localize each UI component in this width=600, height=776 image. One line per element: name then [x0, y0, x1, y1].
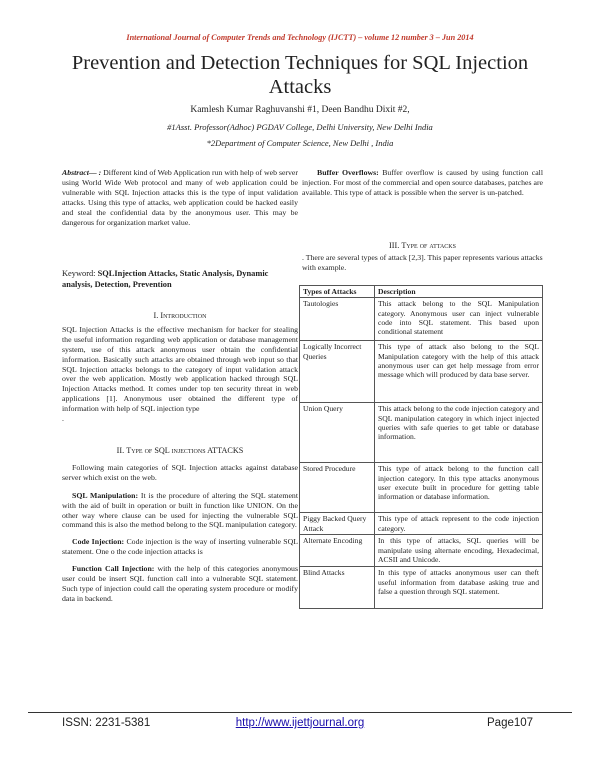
attack-type: Logically Incorrect Queries — [300, 341, 375, 403]
attack-type: Blind Attacks — [300, 567, 375, 609]
keywords — [62, 269, 298, 290]
table-row — [300, 341, 543, 403]
attack-description: This type of attack belong to the function call injection category. In this type attacks anonymous user execute built in procedure for getting table information or database information. — [375, 463, 543, 513]
footer-issn: ISSN: 2231-5381 — [62, 717, 151, 729]
attack-description: This attack belong to the code injection category and SQL manipulation category in which inject injected queries with safe queries to get table or database information. — [375, 403, 543, 463]
header-description: Description — [375, 286, 543, 298]
header-types-of-attacks: Types of Attacks — [300, 286, 375, 298]
footer-page-number: Page107 — [487, 717, 534, 729]
attack-description: In this type of attacks anonymous user can theft useful information from database asking true and false a question through SQL statement. — [375, 567, 543, 609]
attack-type: Stored Procedure — [300, 463, 375, 513]
attack-description: In this type of attacks, SQL queries will be manipulate using alternate encoding, Hexadecimal, ACSII and Unicode. — [375, 535, 543, 567]
sql-manipulation-paragraph: SQL Manipulation: It is the procedure of altering the SQL statement with the aid of built in operation or built in function like UNION. On the other way where clause can be used for injecting the vulnerable SQL command this is also the method belong to the SQL manipulation category. — [62, 490, 298, 530]
paper-title: Prevention and Detection Techniques for SQL Injection Attacks — [71, 52, 529, 98]
keywords-label: Keyword: — [62, 269, 96, 278]
attack-description: This attack belong to the SQL Manipulation category. Anonymous user can inject vulnerable code into SQL statement. This based upon conditional statement — [375, 298, 543, 341]
abstract-text: Different kind of Web Application run with help of web server using World Wide Web protocol and many of web application could be vulnerable with SQL Injection attacks this is the type of input validation attacks. Using this type of attacks, web application could be hacked easily and steal the confidential data by the anonymous user. This may be dangerous for organization market value. — [62, 168, 298, 227]
journal-link[interactable]: http://www.ijettjournal.org — [235, 717, 365, 729]
introduction-text: SQL Injection Attacks is the effective mechanism for hacker for stealing the useful information regarding web application or database management system, use of this attack anonymous user obtain the confidential information. Basically such attacks are obtained through web input so that SQL Injection attacks belongs to the category of input validation attack over the web application. Mostly web application hacked through SQL Injection Attacks method. It comes under top ten security threat in web applications [1]. Anonymous user obtained the different type of information with help of SQL injection type — [62, 324, 298, 414]
table-row — [300, 567, 543, 609]
table-row — [300, 403, 543, 463]
abstract-label: Abstract— : — [62, 168, 102, 177]
table-row — [300, 513, 543, 535]
buffer-overflows-paragraph: Buffer Overflows: Buffer overflow is caused by using function call injection. For most of the commercial and open source databases, patches are available. This type of attack is possible when the server is un-patched. — [302, 168, 543, 197]
journal-header: International Journal of Computer Trends and Technology (IJCTT) – volume 12 number 3 – Jun 2014 — [126, 33, 474, 42]
section-heading: I. Introduction — [153, 311, 207, 320]
table-row — [300, 535, 543, 567]
attacks-table — [299, 285, 543, 609]
attack-description: This type of attack represent to the code injection category. — [375, 513, 543, 535]
section-heading-attack-types: III. Type of attacks — [389, 241, 456, 250]
attack-types-intro: . There are several types of attack [2,3]. This paper represents various attacks with example. — [302, 253, 543, 272]
affiliation-1: #1Asst. Professor(Adhoc) PGDAV College, Delhi University, New Delhi India — [167, 122, 433, 132]
attack-type: Tautologies — [300, 298, 375, 341]
attack-description: This type of attack also belong to the SQL Manipulation category with the help of this attack anonymous user can get help message from error message which will produced by data base server. — [375, 341, 543, 403]
code-injection-paragraph: Code Injection: Code injection is the way of inserting vulnerable SQL statement. One o the code injection attacks is — [62, 537, 298, 557]
section-sql-injection-types — [62, 446, 298, 604]
section-intro: Following main categories of SQL Injection attacks against database server which exist on the web. — [62, 462, 298, 482]
keywords-text: SQLInjection Attacks, Static Analysis, Dynamic analysis, Detection, Prevention — [62, 269, 269, 289]
function-call-injection-paragraph: Function Call Injection: with the help of this categories anonymous user could be insert SQL function call into a vulnerable SQL statement. Such type of injection could call the operating system procedure or modify data in backend. — [62, 564, 298, 603]
table-row — [300, 298, 543, 341]
section-heading: II. Type of SQL injections ATTACKS — [116, 446, 244, 455]
attack-type: Piggy Backed Query Attack — [300, 513, 375, 535]
affiliation-2: *2Department of Computer Science, New Delhi , India — [206, 138, 394, 148]
attack-type: Union Query — [300, 403, 375, 463]
abstract — [62, 168, 298, 227]
introduction-trailing: . — [62, 414, 64, 424]
table-row — [300, 463, 543, 513]
attack-type: Alternate Encoding — [300, 535, 375, 567]
section-introduction — [62, 311, 298, 424]
table-header-row — [300, 286, 543, 298]
footer-divider — [28, 712, 572, 713]
paper-authors: Kamlesh Kumar Raghuvanshi #1, Deen Bandhu Dixit #2, — [190, 105, 410, 115]
